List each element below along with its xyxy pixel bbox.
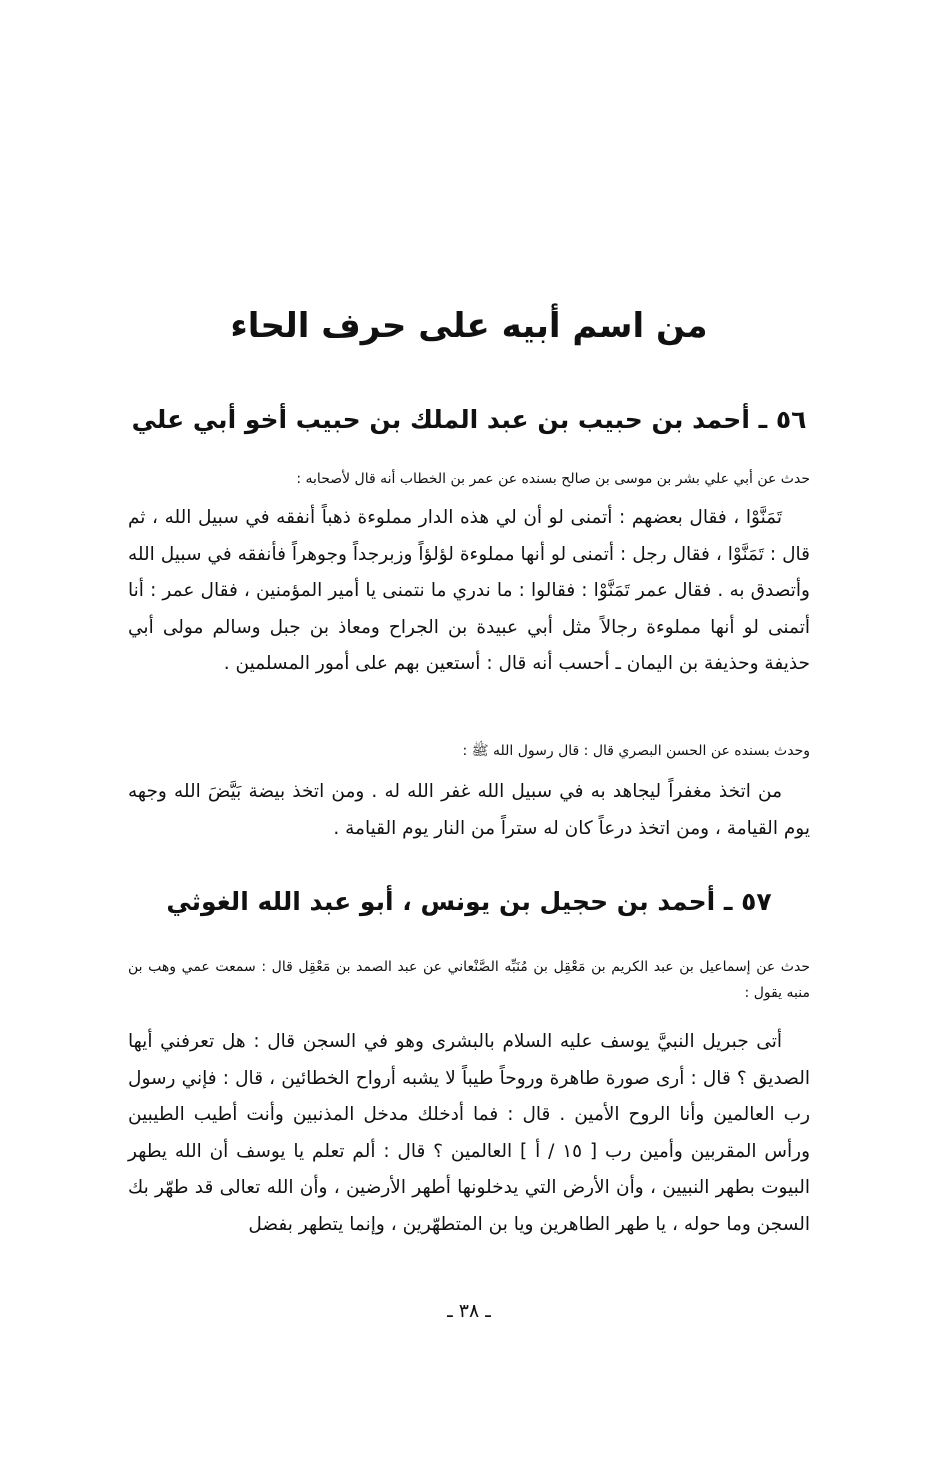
book-page	[128, 0, 810, 1471]
page-number: ـ ٣٨ ـ	[447, 1300, 491, 1322]
entry-heading-56: ٥٦ ـ أحمد بن حبيب بن عبد الملك بن حبيب أخو أبي علي	[131, 405, 807, 434]
chapter-title: من اسم أبيه على حرف الحاء	[230, 306, 708, 346]
isnad-line: حدث عن إسماعيل بن عبد الكريم بن مَعْقِل بن مُنَبِّه الصَّنْعاني عن عبد الصمد بن مَعْقِل قال : سمعت عمي وهب بن منبه يقول :	[128, 959, 810, 1001]
entry-heading-57: ٥٧ ـ أحمد بن حجيل بن يونس ، أبو عبد الله الغوثي	[166, 887, 772, 916]
isnad-line: وحدث بسنده عن الحسن البصري قال : قال رسول الله ﷺ :	[462, 743, 810, 759]
hadith-text: تَمَنَّوْا ، فقال بعضهم : أتمنى لو أن لي هذه الدار مملوءة ذهباً أنفقه في سبيل الله ، ثم قال : تَمَنَّوْا ، فقال رجل : أتمنى لو أنها مملوءة لؤلؤاً وزبرجداً وجوهراً فأنفقه في سبيل الله وأتصدق به . فقال عمر تَمَنَّوْا : فقالوا : ما ندري ما نتمنى يا أمير المؤمنين ، فقال عمر : أنا أتمنى لو أنها مملوءة رجالاً مثل أبي عبيدة بن الجراح ومعاذ بن جبل وسالم مولى أبي حذيفة وحذيفة بن اليمان ـ أحسب أنه قال : أستعين بهم على أمور المسلمين .	[128, 507, 810, 674]
hadith-text: من اتخذ مغفراً ليجاهد به في سبيل الله غفر الله له . ومن اتخذ بيضة بَيَّضَ الله وجهه يوم القيامة ، ومن اتخذ درعاً كان له ستراً من النار يوم القيامة .	[128, 781, 810, 839]
hadith-text: أتى جبريل النبيَّ يوسف عليه السلام بالبشرى وهو في السجن قال : هل تعرفني أيها الصديق ؟ قال : أرى صورة طاهرة وروحاً طيباً لا يشبه أرواح الخطائين ، قال : فإني رسول رب العالمين وأنا الروح الأمين . قال : فما أدخلك مدخل المذنبين وأنت أطيب الطيبين ورأس المقربين وأمين رب [ ١٥ / أ ] العالمين ؟ قال : ألم تعلم يا يوسف أن الله يطهر البيوت بطهر النبيين ، وأن الأرض التي يدخلونها أطهر الأرضين ، وأن الله تعالى قد طهّر بك السجن وما حوله ، يا طهر الطاهرين ويا بن المتطهّرين ، وإنما يتطهر بفضل	[128, 1031, 811, 1235]
isnad-line: حدث عن أبي علي بشر بن موسى بن صالح بسنده عن عمر بن الخطاب أنه قال لأصحابه :	[296, 471, 810, 487]
